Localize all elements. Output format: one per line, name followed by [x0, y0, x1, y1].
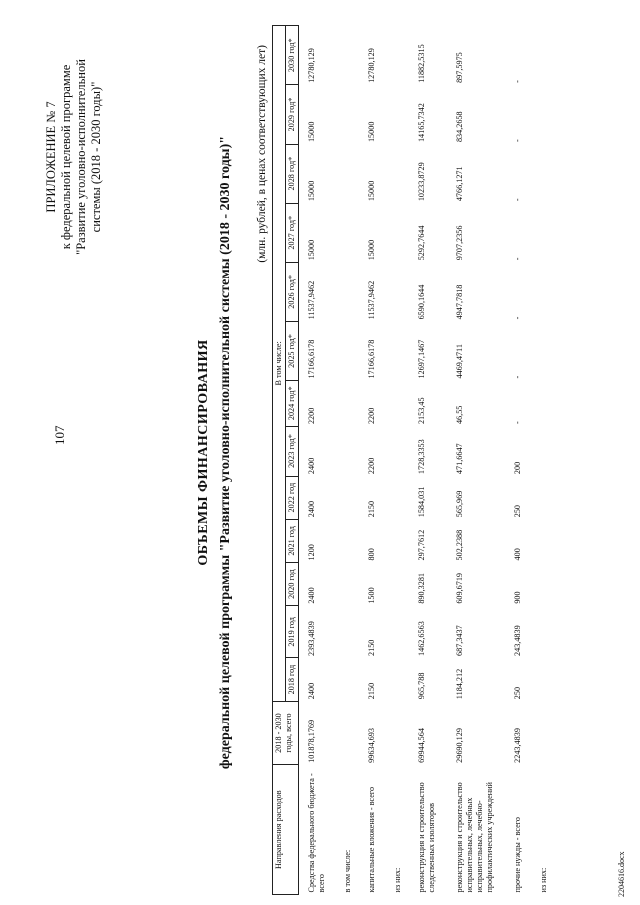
row-label: в том числе:: [343, 849, 352, 893]
table-row: [533, 26, 555, 895]
table-cell: 250: [513, 686, 522, 700]
table-cell: 2150: [367, 500, 376, 518]
table-body: [299, 26, 556, 895]
table-cell: 29690,129: [455, 728, 464, 763]
table-cell: 69944,564: [417, 728, 426, 763]
table-cell: 1184,212: [455, 668, 464, 700]
table-cell: -: [513, 198, 522, 202]
table-cell: 2400: [307, 457, 316, 475]
table-cell: 15000: [367, 180, 376, 202]
table-cell: 200: [513, 461, 522, 475]
table-header: [273, 26, 299, 895]
empty-cell: [337, 26, 359, 765]
table-row: [299, 26, 338, 895]
header-year: 2029 год*: [286, 85, 299, 144]
header-year: 2019 год: [286, 606, 299, 658]
table-cell: 1584,031: [417, 486, 426, 518]
table-cell: 15000: [307, 180, 316, 202]
units-note: (млн. рублей, в ценах соответствующих лет): [256, 45, 268, 263]
table-cell: 2400: [307, 500, 316, 518]
header-year: 2027 год*: [286, 203, 299, 262]
table-row: [387, 26, 409, 895]
row-label: прочие нужды - всего: [513, 817, 522, 893]
table-cell: 687,3437: [455, 625, 464, 656]
table-cell: 1500: [367, 587, 376, 604]
header-year: 2026 год*: [286, 262, 299, 321]
table-cell: 400: [513, 548, 522, 561]
table-cell: 250: [513, 504, 522, 518]
header-year: 2030 год*: [286, 26, 299, 85]
table-cell: 46,55: [455, 405, 464, 425]
row-label: из них:: [393, 867, 402, 893]
table-cell: 834,2658: [455, 111, 464, 143]
table-cell: 1728,3353: [417, 439, 426, 475]
document-title: ОБЪЕМЫ ФИНАНСИРОВАНИЯ: [196, 339, 211, 566]
table-cell: 900: [513, 591, 522, 604]
table-cell: 965,788: [417, 672, 426, 700]
table-cell: 5292,7644: [417, 225, 426, 261]
table-cell: -: [513, 421, 522, 425]
table-cell: 243,4839: [513, 625, 522, 656]
table-cell: 1200: [307, 544, 316, 561]
table-cell: 4469,4711: [455, 344, 464, 379]
annex-line: ПРИЛОЖЕНИЕ № 7: [44, 101, 58, 213]
page-number: 107: [52, 425, 67, 445]
table-row: [505, 26, 533, 895]
header-year: 2021 год: [286, 519, 299, 562]
header-direction: Направления расходов: [273, 765, 299, 895]
header-year: 2028 год*: [286, 144, 299, 203]
annex-line: системы (2018 - 2030 годы)": [89, 81, 103, 233]
table-cell: 11537,9462: [307, 280, 316, 320]
table-cell: 15000: [307, 239, 316, 261]
table-cell: 15000: [307, 121, 316, 143]
table-cell: -: [513, 80, 522, 83]
empty-cell: [387, 26, 409, 765]
table-cell: 10233,8729: [417, 162, 426, 202]
document-subtitle: федеральной целевой программы "Развитие уголовно-исполнительной системы (2018 - 2030 годы)": [218, 135, 233, 770]
empty-cell: [533, 26, 555, 765]
table-cell: 2150: [367, 682, 376, 700]
table-row: [447, 26, 505, 895]
header-year: 2020 год: [286, 562, 299, 605]
table-cell: 2150: [367, 639, 376, 656]
table-cell: 17166,6178: [307, 339, 316, 379]
table-cell: 2393,4839: [307, 621, 316, 656]
table-cell: 12697,1467: [417, 339, 426, 379]
table-cell: 565,969: [455, 490, 464, 518]
table-cell: 14165,7342: [417, 103, 426, 143]
annex-block: [44, 17, 104, 297]
table-cell: 9707,2356: [455, 225, 464, 261]
financing-table: [272, 25, 555, 895]
table-cell: 2400: [307, 587, 316, 604]
table-cell: 897,5975: [455, 52, 464, 83]
table-cell: 11537,9462: [367, 280, 376, 320]
header-total: 2018 - 2030 годы, всего: [273, 701, 299, 765]
table-row: [409, 26, 447, 895]
table-cell: 2200: [307, 407, 316, 425]
table-cell: 609,6719: [455, 572, 464, 604]
row-label: реконструкция и строительство исправительных, лечебных исправительных, лечебно-профилактических учреждений: [455, 782, 494, 893]
table-cell: 17166,6178: [367, 339, 376, 379]
table-cell: 2200: [367, 407, 376, 425]
table-cell: 800: [367, 548, 376, 561]
table-cell: 2153,45: [417, 397, 426, 425]
row-label: из них:: [539, 867, 548, 893]
table-cell: 471,6647: [455, 443, 464, 475]
row-label: капитальные вложения - всего: [367, 786, 376, 893]
table-cell: 4766,1271: [455, 166, 464, 202]
row-label: Средства федерального бюджета - всего: [307, 773, 326, 893]
table-cell: -: [513, 375, 522, 379]
table-cell: -: [513, 257, 522, 261]
table-cell: 1462,6563: [417, 621, 426, 656]
header-year: 2025 год*: [286, 321, 299, 380]
table-row: [359, 26, 387, 895]
table-row: [337, 26, 359, 895]
table-cell: 2200: [367, 457, 376, 475]
table-cell: 15000: [367, 239, 376, 261]
table-cell: 11882,5315: [417, 44, 426, 83]
annex-line: к федеральной целевой программе: [59, 64, 73, 250]
table-cell: 2243,4839: [513, 728, 522, 763]
document-id: 2204616.docx: [617, 851, 626, 897]
row-label: реконструкция и строительство следственных изоляторов: [417, 782, 436, 893]
table-cell: 502,2388: [455, 529, 464, 561]
table-cell: 2400: [307, 682, 316, 700]
table-cell: -: [513, 316, 522, 320]
table-cell: 890,3281: [417, 572, 426, 604]
header-year: 2018 год: [286, 658, 299, 701]
header-including: В том числе:: [273, 26, 286, 702]
table-cell: -: [513, 139, 522, 143]
table-cell: 99634,693: [367, 728, 376, 763]
table-cell: 12780,129: [307, 48, 316, 83]
table-cell: 101878,1769: [307, 719, 316, 763]
table-cell: 297,7612: [417, 529, 426, 561]
header-year: 2024 год*: [286, 381, 299, 426]
annex-line: "Развитие уголовно-исполнительной: [74, 59, 88, 255]
header-year: 2022 год: [286, 476, 299, 519]
table-cell: 12780,129: [367, 48, 376, 83]
table-cell: 4947,7818: [455, 284, 464, 320]
header-year: 2023 год*: [286, 426, 299, 476]
table-cell: 15000: [367, 121, 376, 143]
table-cell: 6590,1644: [417, 284, 426, 320]
